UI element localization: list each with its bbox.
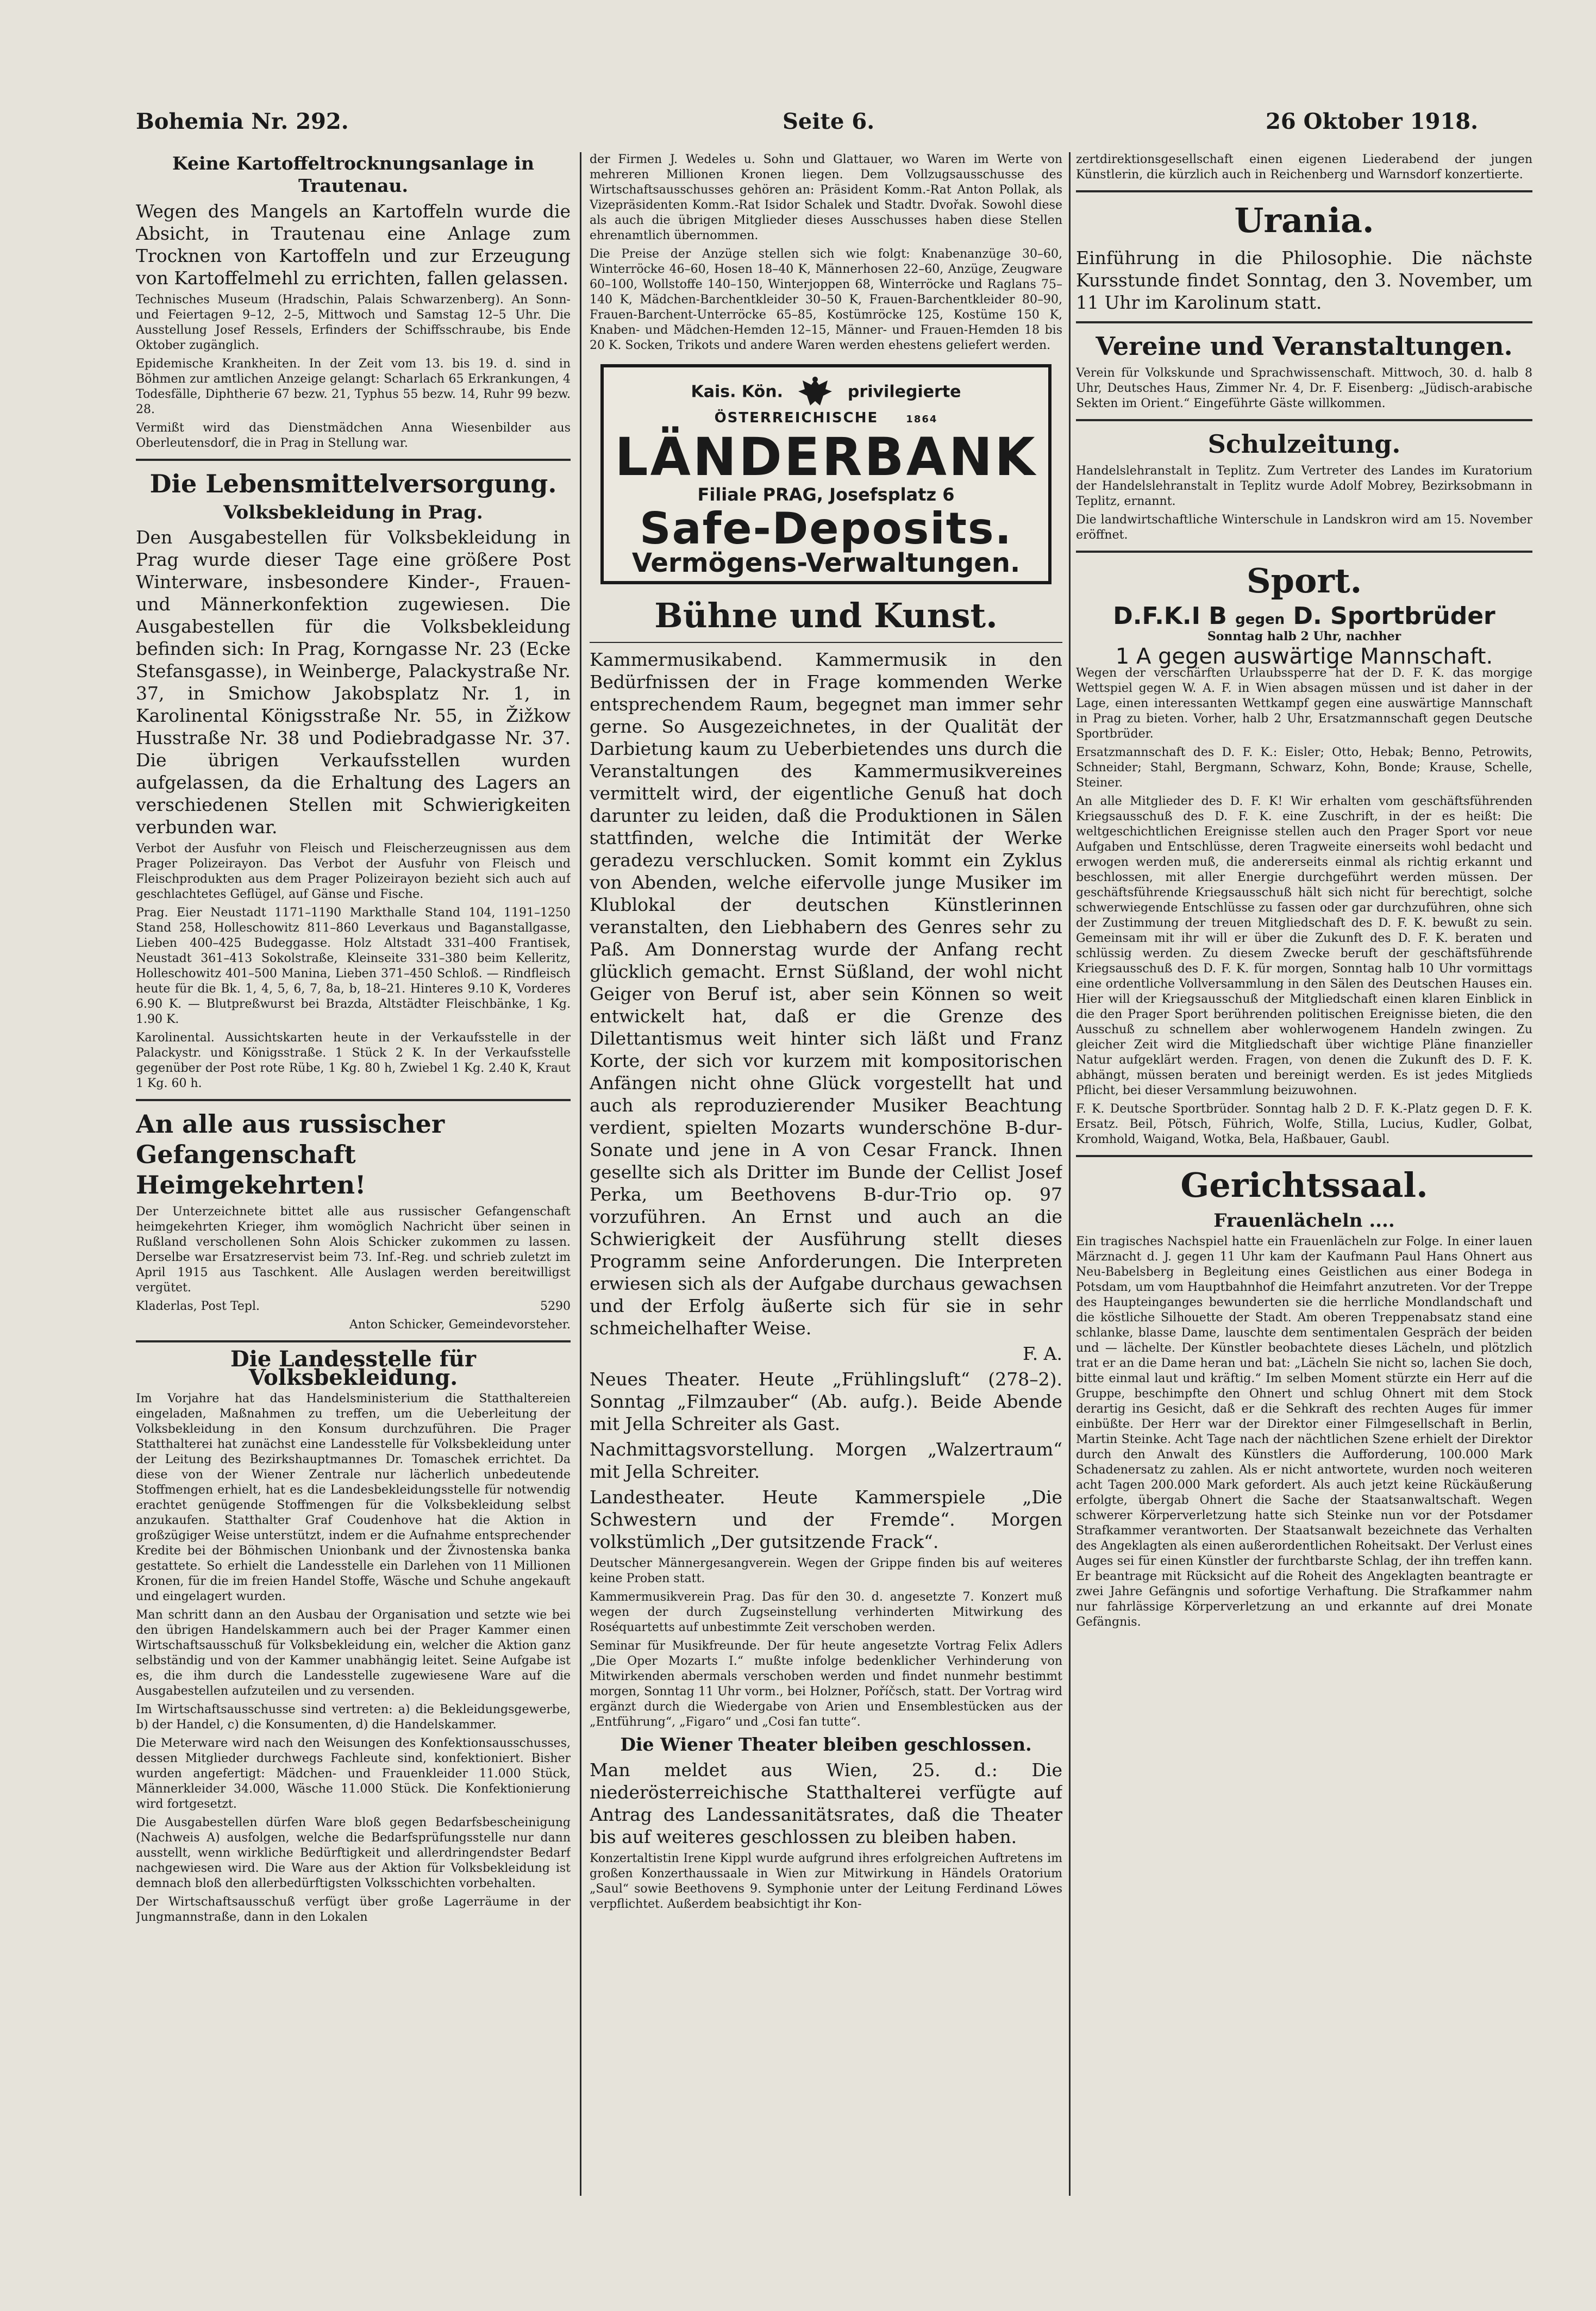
section-title-russia: An alle aus russischer Gefangenschaft Heimgekehrten! — [136, 1109, 445, 1200]
kammermusik-signature: F. A. — [1022, 1343, 1062, 1364]
section-title-schulzeitung: Schulzeitung. — [1207, 429, 1401, 459]
ad-oesterreichische-line — [615, 409, 1037, 429]
article-text-landes-5: Die Ausgabestellen dürfen Ware bloß gegen Bedarfsbescheinigung (Nachweis A) ausfolgen, welche die Bedarfsprüfungsstelle nur dann ausstellt, wenn wirkliche Bedürftigkeit und allerdringendster Bedarf nachgewiesen wird. Die Ware aus der Aktion für Volksbekleidung ist demnach bloß den allerbedürftigsten Volksschichten vorbehalten. — [136, 1816, 571, 1890]
section-title-vereine: Vereine und Veranstaltungen. — [1096, 332, 1513, 361]
column-2 — [590, 152, 1062, 2207]
notice-neues-theater: Neues Theater. Heute „Frühlingsluft“ (278–2). Sonntag „Filmzauber“ (Ab. aufg.). Beide Abende mit Jella Schreiter als Gast. — [590, 1369, 1062, 1434]
article-text-landes-1: Im Vorjahre hat das Handelsministerium die Statthaltereien eingeladen, Maßnahmen zu treffen, um die Ueberleitung der Volksbekleidung in den Konsum durchzuführen. Die Prager Statthalterei hat zunächst eine Landesstelle für Volksbekleidung unter der Leitung des Bezirkshauptmannes Dr. Tomaschek errichtet. Da diese von der Wiener Zentrale nur lächerlich unbedeutende Stoffmengen erhielt, hat es die Landesbekleidungsstelle für notwendig erachtet genügende Stoffmengen für die Volksbekleidung selbst anzukaufen. Statthalter Graf Coudenhove hat die Aktion in großzügiger Weise unterstützt, indem er die Aufnahme entsprechender Kredite bei der Böhmischen Unionbank und der Živnostenska banka gestattete. So erhielt die Landesstelle ein Darlehen von 11 Millionen Kronen, für die im freien Handel Stoffe, Wäsche und Schuhe angekauft und eingelagert wurden. — [136, 1392, 571, 1603]
notice-missing: Vermißt wird das Dienstmädchen Anna Wiesenbilder aus Oberleutensdorf, die in Prag in Stellung war. — [136, 421, 571, 450]
section-subtitle-volksbekleidung: Volksbekleidung in Prag. — [223, 502, 483, 523]
section-title-landesstelle: Die Landesstelle für Volksbekleidung. — [230, 1346, 476, 1390]
column-1 — [136, 152, 571, 2207]
article-text-lebensmittel: Den Ausgabestellen für Volksbekleidung in Prag wurde dieser Tage eine größere Post Winterware, insbesondere Kinder-, Frauen- und Männerkonfektion zugewiesen. Die Ausgabestellen für die Volksbekleidung befinden sich: In Prag, Korngasse Nr. 23 (Ecke Stefansgasse), in Weinberge, Palackystraße Nr. 37, in Smichow Jakobsplatz Nr. 1, in Karolinental Königsstraße Nr. 55, in Žižkow Husstraße Nr. 38 und Podiebradgasse Nr. 37. Die übrigen Verkaufsstellen wurden aufgelassen, da die Erhaltung des Lagers an verschiedenen Stellen mit Schwierigkeiten verbunden war. — [136, 527, 571, 838]
ad-year: 1864 — [906, 414, 938, 425]
article-text-russia: Der Unterzeichnete bittet alle aus russischer Gefangenschaft heimgekehrten Krieger, ihm womöglich Nachricht über seinen in Rußland verschollenen Sohn Alois Schicker zukommen zu lassen. Derselbe war Ersatzreservist beim 73. Inf.-Reg. und schrieb zuletzt im April 1915 aus Taschkent. Alle Auslagen werden bereitwilligst vergütet. — [136, 1205, 571, 1295]
article-text-prices: Die Preise der Anzüge stellen sich wie folgt: Knabenanzüge 30–60, Winterröcke 46–60, Hosen 18–40 K, Männerhosen 22–60, Anzüge, Zeugware 60–100, Wollstoffe 140–150, Winterjoppen 68, Winterröcke und Raglans 75–140 K, Mädchen-Barchentkleider 30–50 K, Frauen-Barchentkleider 80–90, Frauen-Barchent-Unterröcke 65–85, Kostümröcke 125, Kostüme 150 K, Knaben- und Mädchen-Hemden 12–15, Männer- und Frauen-Hemden 18 bis 20 K. Socken, Trikots und andere Waren werden ehestens geliefert werden. — [590, 247, 1062, 352]
section-divider — [1076, 551, 1532, 553]
sport-team-2: D. Sportbrüder — [1293, 602, 1495, 630]
article-title-kartoffel: Keine Kartoffeltrocknungsanlage in Trautenau. — [172, 153, 534, 196]
section-title-sport: Sport. — [1246, 561, 1362, 601]
article-text-landes-4: Die Meterware wird nach den Weisungen des Konfektionsausschusses, dessen Mitglieder durchwegs Fachleute sind, konfektioniert. Bisher wurden angefertigt: Mädchen- und Frauenkleider 11.000 Stück, Männerkleider 34.000, Wäsche 11.000 Stück. Die Konfektionierung wird fortgesetzt. — [136, 1737, 571, 1811]
section-divider — [136, 1340, 571, 1342]
section-title-buehne: Bühne und Kunst. — [654, 596, 998, 635]
article-title-frauenlaecheln: Frauenlächeln .... — [1213, 1210, 1395, 1232]
notice-markt: Prag. Eier Neustadt 1171–1190 Markthalle Stand 104, 1191–1250 Stand 258, Holleschowitz 811–860 Leverkaus und Baganstallgasse, Lieben 400–425 Budeggasse. Holz Altstadt 331–400 Frantisek, Neustadt 361–413 Sokolstraße, Kleinseite 331–380 beim Kelleritz, Holleschowitz 401–500 Manina, Lieben 371–450 Schloß. — Rindfleisch heute für die Bk. 1, 4, 5, 6, 7, 8a, b, 18–21. Hinteres 9.10 K, Vorderes 6.90 K. — Blutpreßwurst bei Brazda, Altstädter Fleischbänke, 1 Kg. 1.90 K. — [136, 906, 571, 1026]
section-title-urania: Urania. — [1234, 201, 1374, 240]
ad-privilegierte: privilegierte — [847, 382, 961, 402]
article-text-sport-2: Ersatzmannschaft des D. F. K.: Eisler; Otto, Hebak; Benno, Petrowits, Schneider; Stahl, Bergmann, Schwarz, Kohn, Bonde; Krause, Schelle, Steiner. — [1076, 746, 1532, 790]
column-3 — [1076, 152, 1532, 2207]
column-rule-1 — [580, 152, 581, 2196]
notice-kammermusikverein: Kammermusikverein Prag. Das für den 30. d. angesetzte 7. Konzert muß wegen der durch Zugseinstellung verhinderten Mitwirkung des Roséquartetts auf unbestimmte Zeit verschoben werden. — [590, 1590, 1062, 1634]
ad-safe-deposits: Safe-Deposits. — [639, 503, 1013, 554]
section-divider — [1076, 190, 1532, 192]
sport-gegen: gegen — [1235, 611, 1285, 628]
article-text-sport-3: An alle Mitglieder des D. F. K! Wir erhalten vom geschäftsführenden Kriegsausschuß des D. F. K. eine Zuschrift, in der es heißt: Die weltgeschichtlichen Ereignisse stellen auch den Prager Sport vor neue Aufgaben und Entschlüsse, deren Tragweite einerseits wohl bedacht und erwogen werden muß, die andererseits einmal als richtig erkannt und beschlossen, mit aller Energie durchgeführt werden müssen. Der geschäftsführende Kriegsausschuß hält sich nicht für berechtigt, solche schwerwiegende Entschlüsse zu fassen oder gar durchzuführen, ohne sich der Zustimmung der treuen Mitgliedschaft des D. F. K. bewußt zu sein. Gemeinsam mit ihr will er über die Zukunft des D. F. K. beraten und schlüssig werden. Zu diesem Zwecke beruft der geschäftsführende Kriegsausschuß des D. F. K. für morgen, Sonntag halb 10 Uhr vormittags eine ordentliche Vollversammlung in den Sälen des Deutschen Hauses ein. Hier will der Kriegsausschuß der Mitgliedschaft einen klaren Einblick in die den Prager Sport berührenden politischen Ereignisse bieten, die den Ausschuß zu schnellem aber wohlerwogenem Handeln zwingen. Zu gleicher Zeit wird die Mitgliedschaft über wichtige Pläne finanzieller Natur aufgeklärt werden. Fragen, von denen die Zukunft des D. F. K. abhängt, müssen beraten und bereinigt werden. Es ist jedes Mitglieds Pflicht, bei dieser Versammlung beizuwohnen. — [1076, 795, 1532, 1097]
notice-verbot: Verbot der Ausfuhr von Fleisch und Fleischerzeugnissen aus dem Prager Polizeirayon. Das Verbot der Ausfuhr von Fleisch und Fleischprodukten aus dem Prager Polizeirayon bezieht sich auch auf geschlachtetes Geflügel, auf Gänse und Fische. — [136, 842, 571, 901]
ad-kais-koen: Kais. Kön. — [691, 382, 784, 402]
article-text-landes-3: Im Wirtschaftsausschusse sind vertreten: a) die Bekleidungsgewerbe, b) der Handel, c) die Konsumenten, d) die Handelskammer. — [136, 1703, 571, 1732]
notice-karolinental: Karolinental. Aussichtskarten heute in der Verkaufsstelle in der Palackystr. und Königsstraße. 1 Stück 2 K. In der Verkaufsstelle gegenüber der Post rote Rübe, 1 Kg. 80 h, Zwiebel 1 Kg. 2.40 K, Kraut 1 Kg. 60 h. — [136, 1031, 571, 1090]
article-text-kammermusik: Kammermusikabend. Kammermusik in den Bedürfnissen der in Frage kommenden Werke entsprechendem Raum, begegnet man immer sehr gerne. So Ausgezeichnetes, in der Qualität der Darbietung kaum zu Ueberbietendes uns durch die Veranstaltungen des Kammermusikvereines vermittelt wird, der eigentliche Genuß hat doch darunter zu leiden, daß die Produktionen in Sälen stattfinden, welche die Intimität der Werke geradezu verschlucken. Somit kommt ein Zyklus von Abenden, welche eifervolle junge Musiker im Klublokal der deutschen Künstlerinnen veranstalten, den Liebhabern des Genres sehr zu Paß. Am Donnerstag wurde der Anfang recht glücklich gemacht. Ernst Süßland, der wohl nicht Geiger von Beruf ist, aber sein Können so weit entwickelt hat, daß er die Grenze des Dilettantismus weit hinter sich läßt und Franz Korte, der sich vor kurzem mit kompositorischen Anfängen nicht ohne Glück vorgestellt hat und auch als reproduzierender Musiker Beachtung verdient, spielten Mozarts wunderschöne B-dur-Sonate und jene in A von Cesar Franck. Ihnen gesellte sich als Dritter im Bunde der Cellist Josef Perka, um Beethovens B-dur-Trio op. 97 vorzuführen. An Ernst und auch an die Schwierigkeit der Ausführung stellt dieses Programm seine Anforderungen. Die Interpreten erwiesen sich als der Aufgabe durchaus gewachsen und der Erfolg äußerte sich für sie in sehr schmeichelhafter Weise. — [590, 649, 1062, 1339]
article-text-sport-4: F. K. Deutsche Sportbrüder. Sonntag halb 2 D. F. K.-Platz gegen D. F. K. Ersatz. Beil, Pötsch, Führich, Wolfe, Stilla, Lucius, Kudler, Golbat, Kromhold, Waigand, Wotka, Bela, Haßbauer, Gaubl. — [1076, 1102, 1532, 1146]
double-eagle-icon — [796, 376, 834, 409]
notice-landestheater: Landestheater. Heute Kammerspiele „Die Schwestern und der Fremde“. Morgen volkstümlich „Der gutsitzende Frack“. — [590, 1486, 1062, 1552]
page-header — [136, 109, 1478, 141]
ad-top-line — [615, 376, 1037, 409]
ad-vermoegens: Vermögens-Verwaltungen. — [631, 548, 1021, 578]
section-title-gerichtssaal: Gerichtssaal. — [1180, 1165, 1428, 1205]
column-rule-2 — [1069, 152, 1071, 2196]
sport-match-line — [1076, 602, 1532, 630]
article-text-kartoffel: Wegen des Mangels an Kartoffeln wurde die Absicht, in Trautenau eine Anlage zum Trocknen von Kartoffeln und zur Erzeugung von Kartoffelmehl zu errichten, fallen gelassen. — [136, 201, 571, 289]
sport-team-1: D.F.K.I B — [1113, 602, 1227, 630]
ad-branch: Filiale PRAG, Josefsplatz 6 — [697, 484, 955, 505]
header-issue: Bohemia Nr. 292. — [136, 109, 349, 134]
notice-maennergesang: Deutscher Männergesangverein. Wegen der Grippe finden bis auf weiteres keine Proben statt. — [590, 1557, 1062, 1585]
article-text-firmen: der Firmen J. Wedeles u. Sohn und Glattauer, wo Waren im Werte von mehreren Millionen Kronen liegen. Dem Vollzugsausschusse des Wirtschaftsausschusses gehören an: Präsident Komm.-Rat Anton Pollak, als Vizepräsidenten Komm.-Rat Isidor Schalek und Stadtr. Dvořak. Sowohl diese als auch die übrigen Mitglieder dieses Ausschusses haben diese Stellen ehrenamtlich übernommen. — [590, 153, 1062, 242]
laenderbank-advertisement — [600, 364, 1052, 584]
section-divider — [136, 1099, 571, 1101]
section-divider — [136, 459, 571, 461]
article-text-sport-1: Wegen der verschärften Urlaubssperre hat der D. F. K. das morgige Wettspiel gegen W. A. F. in Wien absagen müssen und ist daher in der Lage, einen interessanten Wettkampf gegen eine auswärtige Mannschaft in Prag zu bieten. Vorher, halb 2 Uhr, Ersatzmannschaft gegen Deutsche Sportbrüder. — [1076, 666, 1532, 741]
header-date: 26 Oktober 1918. — [1266, 109, 1478, 134]
notice-seminar: Seminar für Musikfreunde. Der für heute angesetzte Vortrag Felix Adlers „Die Oper Mozarts I.“ mußte infolge bedenklicher Verhinderung von Mitwirkenden abermals verschoben werden und findet nunmehr bestimmt morgen, Sonntag 11 Uhr vorm., bei Holzner, Poříčsch, statt. Der Vortrag wird ergänzt durch die Wiedergabe von Arien und Ensemblestücken aus der „Entführung“, „Figaro“ und „Cosi fan tutte“. — [590, 1639, 1062, 1729]
ad-bank-name: LÄNDERBANK — [615, 427, 1037, 488]
sport-match-2: 1 A gegen auswärtige Mannschaft. — [1115, 644, 1493, 669]
russia-place: Kladerlas, Post Tepl. — [136, 1300, 260, 1313]
notice-epidemic: Epidemische Krankheiten. In der Zeit vom 13. bis 19. d. sind in Böhmen zur amtlichen Anzeige gelangt: Scharlach 65 Erkrankungen, 4 Todesfälle, Diphtherie 67 bezw. 21, Typhus 55 bezw. 14, Ruhr 99 bezw. 28. — [136, 357, 571, 416]
section-title-lebensmittel: Die Lebensmittelversorgung. — [149, 469, 557, 498]
article-text-wiener-theater: Man meldet aus Wien, 25. d.: Die niederösterreichische Statthalterei verfügte auf Antrag des Landessanitätsrates, daß die Theater bis auf weiteres geschlossen zu bleiben haben. — [590, 1759, 1062, 1847]
sport-match-time: Sonntag halb 2 Uhr, nachher — [1207, 629, 1401, 644]
article-text-gericht: Ein tragisches Nachspiel hatte ein Frauenlächeln zur Folge. In einer lauen Märznacht d. J. gegen 11 Uhr kam der Kaufmann Paul Hans Ohnert aus Neu-Babelsberg in Begleitung eines Geistlichen aus einer Bodega in Potsdam, um vom Hauptbahnhof die Heimfahrt anzutreten. Vor der Treppe des Haupteinganges bewunderten sie die herrliche Mondlandschaft und die köstliche Silhouette der Stadt. Am oberen Treppenabsatz stand eine schlanke, blasse Dame, lauschte dem sentimentalen Gespräch der beiden und — lächelte. Der Künstler beobachtete dieses Lächeln, und plötzlich trat er an die Dame heran und bat: „Lächeln Sie nicht so, lachen Sie doch, bitte einmal laut und kräftig.“ Im selben Moment stürzte ein Herr auf die Gruppe, beschimpfte den Ohnert und schlug Ohnert mit dem Stock derartig ins Gesicht, daß er die Sehkraft des rechten Auges für immer einbüßte. Der Herr war der Direktor einer Filmgesellschaft in Berlin, Martin Steinke. Acht Tage nach der nächtlichen Szene erhielt der Direktor durch den Anwalt des Künstlers die Aufforderung, 100.000 Mark Schadenersatz zu zahlen. Als er nicht antwortete, wurden noch weiteren acht Tagen 200.000 Mark gefordert. Als auch jetzt keine Rückäußerung erfolgte, übergab Ohnert die Sache der Staatsanwaltschaft. Wegen schwerer Körperverletzung hatte sich Steinke nun vor der Potsdamer Strafkammer verantworten. Der Staatsanwalt bezeichnete das Verhalten des Angeklagten als einen außerordentlichen Roheitsakt. Der Verlust eines Auges sei für einen Künstler der furchtbarste Schlag, der ihn treffen kann. Er beantrage mit Rücksicht auf die Roheit des Angeklagten beantragte er zwei Jahre Gefängnis und sofortige Verhaftung. Die Strafkammer nahm nur fahrlässige Körperverletzung an und erkannte auf drei Monate Gefängnis. — [1076, 1235, 1532, 1629]
russia-signature-place — [136, 1299, 571, 1314]
section-divider — [590, 642, 1062, 643]
ad-oesterreichische: ÖSTERREICHISCHE — [714, 410, 879, 426]
article-text-schul-1: Handelslehranstalt in Teplitz. Zum Vertreter des Landes im Kuratorium der Handelslehranstalt in Teplitz wurde Adolf Mobrey, Bezirksobmann in Teplitz, ernannt. — [1076, 464, 1532, 508]
article-text-konzert-cont: zertdirektionsgesellschaft einen eigenen Liederabend der jungen Künstlerin, die kürzlich auch in Reichenberg und Warnsdorf konzertierte. — [1076, 153, 1532, 182]
article-text-landes-2: Man schritt dann an den Ausbau der Organisation und setzte wie bei den übrigen Handelskammern auch bei der Prager Kammer einen Wirtschaftsausschuß für Volksbekleidung ein, welcher die Aktion ganz selbständig und von der Kammer unabhängig leitet. Seine Aufgabe ist es, die ihm durch die Landesstelle zugewiesene Ware auf die Ausgabestellen aufzuteilen und zu versenden. — [136, 1608, 571, 1698]
notice-nachmittag: Nachmittagsvorstellung. Morgen „Walzertraum“ mit Jella Schreiter. — [590, 1439, 1062, 1482]
section-title-wiener-theater: Die Wiener Theater bleiben geschlossen. — [620, 1734, 1032, 1755]
notice-museum: Technisches Museum (Hradschin, Palais Schwarzenberg). An Sonn- und Feiertagen 9–12, 2–5, Mittwoch und Samstag 12–5 Uhr. Die Ausstellung Josef Ressels, Erfinders der Schiffsschraube, bis Ende Oktober zugänglich. — [136, 293, 571, 352]
section-divider — [1076, 419, 1532, 421]
article-text-schul-2: Die landwirtschaftliche Winterschule in Landskron wird am 15. November eröffnet. — [1076, 513, 1532, 542]
russia-number: 5290 — [540, 1300, 571, 1313]
header-page-number: Seite 6. — [783, 109, 875, 134]
notice-kippl: Konzertaltistin Irene Kippl wurde aufgrund ihres erfolgreichen Auftretens im großen Konzerthaussaale in Wien zur Mitwirkung in Händels Oratorium „Saul“ sowie Beethovens 9. Symphonie unter der Leitung Ferdinand Löwes verpflichtet. Außerdem beabsichtigt ihr Kon- — [590, 1852, 1062, 1911]
article-text-urania: Einführung in die Philosophie. Die nächste Kursstunde findet Sonntag, den 3. November, um 11 Uhr im Karolinum statt. — [1076, 247, 1532, 313]
section-divider — [1076, 321, 1532, 323]
article-text-landes-6: Der Wirtschaftsausschuß verfügt über große Lagerräume in der Jungmannstraße, dann in den Lokalen — [136, 1895, 571, 1924]
russia-signature: Anton Schicker, Gemeindevorsteher. — [349, 1318, 571, 1332]
article-text-vereine: Verein für Volkskunde und Sprachwissenschaft. Mittwoch, 30. d. halb 8 Uhr, Deutsches Haus, Zimmer Nr. 4, Dr. F. Eisenberg: „Jüdisch-arabische Sekten im Orient.“ Eingeführte Gäste willkommen. — [1076, 366, 1532, 410]
section-divider — [1076, 1155, 1532, 1157]
